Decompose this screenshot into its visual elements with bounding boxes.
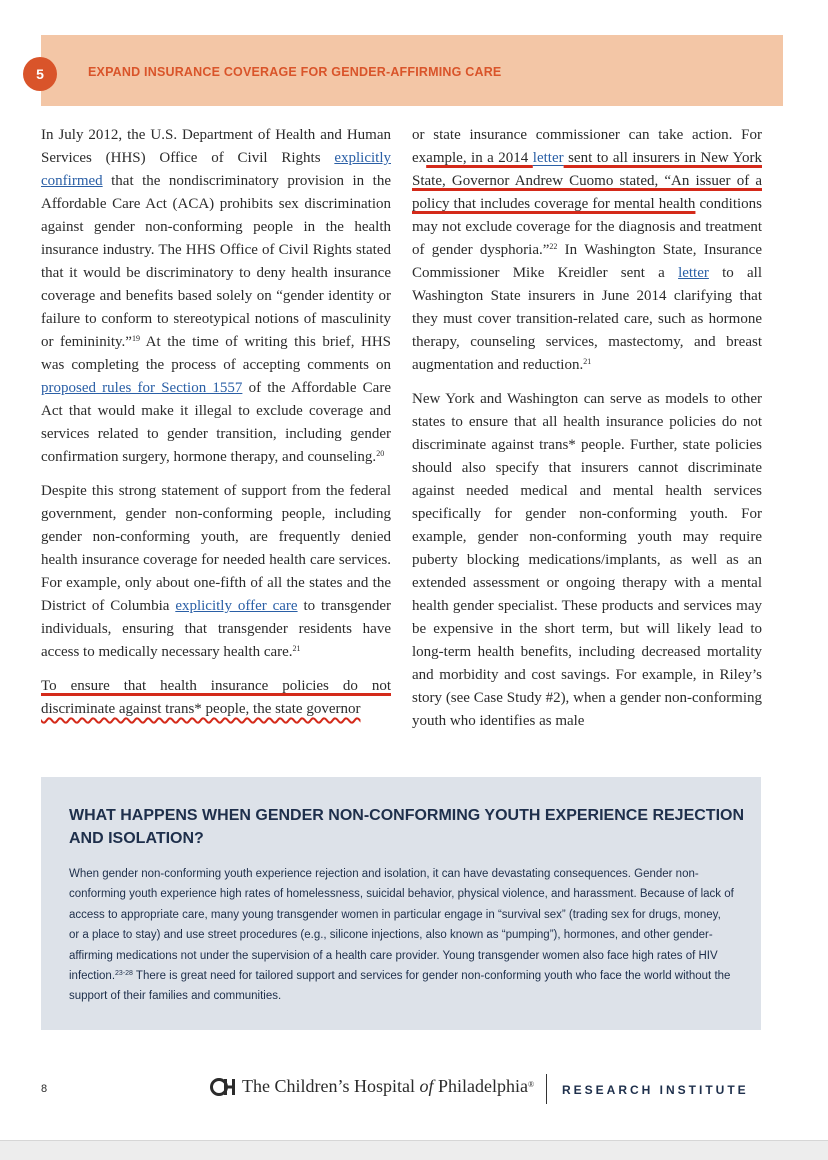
explicitly-offer-care-link[interactable]: explicitly offer care [175, 598, 298, 614]
annotated-underline: ample, in a 2014 [426, 150, 533, 166]
cuomo-letter-link[interactable]: letter [532, 150, 564, 166]
callout-body: When gender non-conforming youth experience rejection and isolation, it can have devastating consequences. Gender non-conforming youth experience high rates of homelessness, suicidal behavior, physical violence, and harassment. Because of lack of access to appropriate care, many young transgender women in particular engage in “survival sex” (trading sex for drugs, money, or a place to stay) and use street procedures (e.g., silicone injections, also known as “pumping”), hormones, and other gender-affirming medications not under the supervision of a health care provider. Young transgender women also face high rates of HIV infection.$^{23-28}$ There is great need for tailored support and services for gender non-conforming youth who face the world without the support of their families and communities. [69, 868, 734, 1003]
left-paragraph-1: In July 2012, the U.S. Department of Health and Human Services (HHS) Office of Civil Rights explicitly confirmed that the nondiscriminatory provision in the Affordable Care Act (ACA) prohibits sex discrimination against gender non-conforming people in the health insurance industry. The HHS Office of Civil Rights stated that it would be discriminatory to deny health insurance coverage and benefits based solely on “gender identity or failure to conform to stereotypical notions of masculinity or femininity.”$^{19}$ At the time of writing this brief, HHS was completing the process of accepting comments on proposed rules for Section 1557 of the Affordable Care Act that would make it illegal to exclude coverage and services related to gender transition, including gender confirmation surgery, hormone therapy, and counseling.$^{20}$ [41, 127, 392, 465]
left-paragraph-3 [41, 675, 391, 721]
callout-box [41, 777, 761, 1030]
explicitly-confirmed-link[interactable]: explicitly confirmed [41, 150, 391, 189]
footnote-ref: 22 [549, 242, 558, 251]
page-number: 8 [41, 1083, 48, 1095]
left-column [41, 124, 391, 732]
callout-title: WHAT HAPPENS WHEN GENDER NON-CONFORMING YOUTH EXPERIENCE REJECTION AND ISOLATION? [69, 807, 745, 847]
section-banner [36, 35, 783, 106]
footnote-ref: 20 [376, 449, 385, 458]
hospital-name: The Children’s Hospital of Philadelphia® [242, 1076, 535, 1096]
annotated-underline: sent to all insurers in New York State, Governor Andrew Cuomo stated, “An issuer of a policy that includes coverage for mental health [412, 150, 762, 212]
proposed-rules-link[interactable]: proposed rules for Section 1557 [41, 380, 243, 396]
footnote-ref: 21 [583, 357, 592, 366]
annotated-wavy-line: discriminate against trans* people, the state governor [41, 701, 361, 717]
footnote-ref: 23-28 [115, 970, 133, 978]
chop-logo-icon [210, 1077, 236, 1097]
chop-logo [210, 1076, 534, 1097]
footer-divider [546, 1074, 547, 1104]
right-column [412, 124, 762, 744]
annotated-underline-line: To ensure that health insurance policies do not [41, 678, 391, 694]
right-paragraph-1: or state insurance commissioner can take action. For example, in a 2014 letter sent to all insurers in New York State, Governor Andrew Cuomo stated, “An issuer of a policy that includes coverage for mental health conditions may not exclude coverage for the diagnosis and treatment of gender dysphoria.”$^{22}$ In Washington State, Insurance Commissioner Mike Kreidler sent a letter to all Washington State insurers in June 2014 clarifying that they must cover transition-related care, such as hormone therapy, counseling services, mastectomy, and breast augmentation and reduction.$^{21}$ [412, 127, 763, 373]
kreidler-letter-link[interactable]: letter [678, 265, 709, 281]
viewer-bottom-bar [0, 1140, 828, 1160]
footnote-ref: 21 [292, 644, 301, 653]
research-institute-label: RESEARCH INSTITUTE [562, 1083, 749, 1097]
left-paragraph-2: Despite this strong statement of support from the federal government, gender non-conforming people, including gender non-conforming youth, are frequently denied health insurance coverage for needed health care services. For example, only about one-fifth of all the states and the District of Columbia explicitly offer care to transgender individuals, ensuring that transgender residents have access to medically necessary health care.$^{21}$ [41, 483, 391, 660]
section-number-badge: 5 [23, 57, 57, 91]
section-title: EXPAND INSURANCE COVERAGE FOR GENDER-AFFIRMING CARE [88, 65, 502, 79]
right-paragraph-2: New York and Washington can serve as models to other states to ensure that all health insurance policies do not discriminate against trans* people. Further, state policies should also specify that insurers cannot discriminate against needed medical and mental health services specifically for gender non-conforming youth. For example, gender non-conforming youth may require puberty blocking medications/implants, as well as an extended assessment or ongoing therapy with a mental health gender specialist. These products and services may be expensive in the short term, but will likely lead to long-term health benefits, including decreased mortality and morbidity and cost savings. For example, in Riley’s story (see Case Study #2), when a gender non-conforming youth who identifies as male [412, 391, 762, 729]
footnote-ref: 19 [131, 334, 140, 343]
